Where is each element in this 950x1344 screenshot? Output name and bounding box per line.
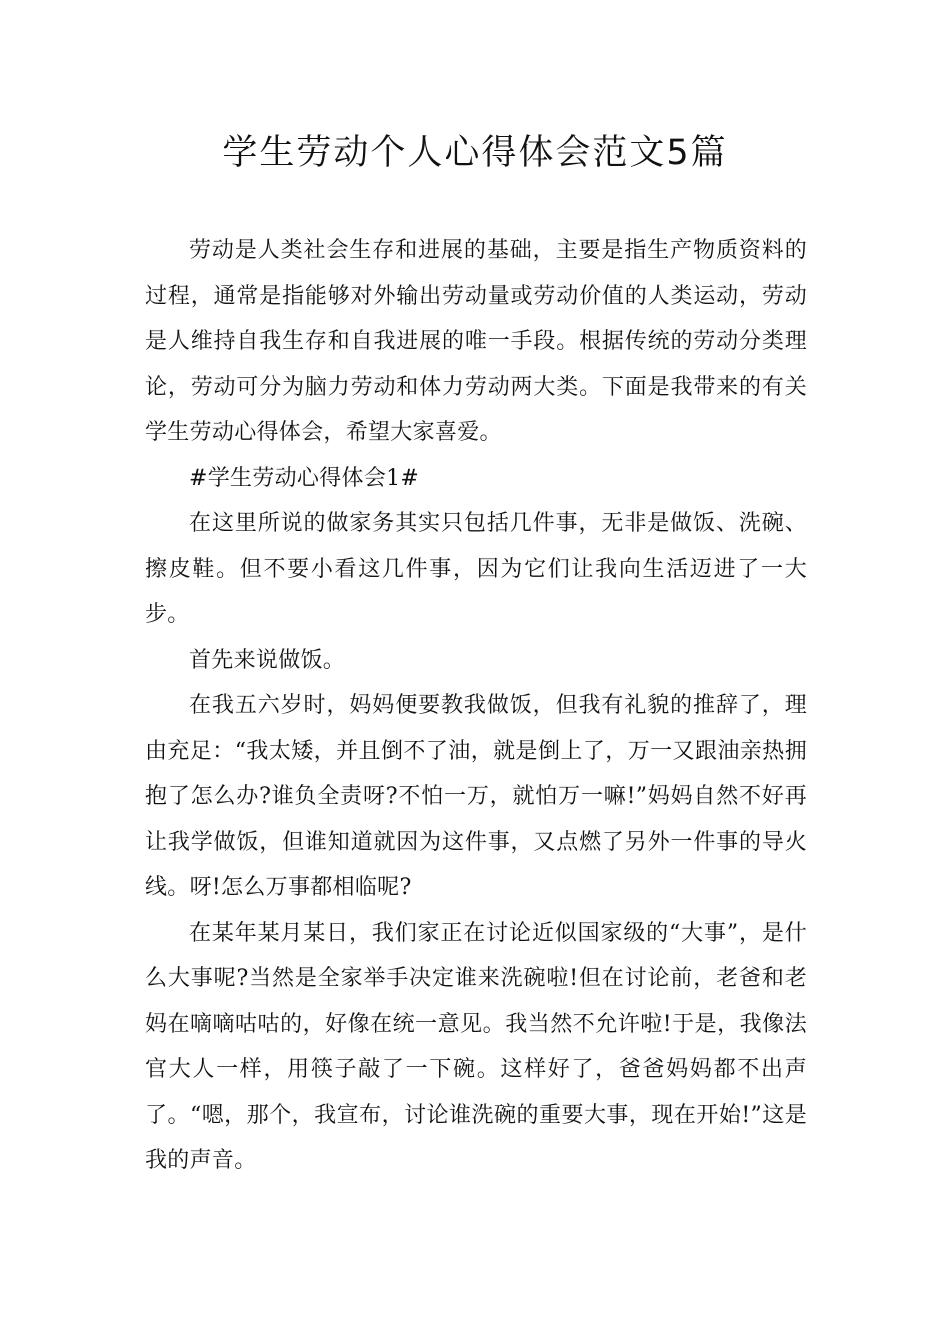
document-body — [145, 228, 807, 1184]
paragraph-cooking-story: 在我五六岁时，妈妈便要教我做饭，但我有礼貌的推辞了，理由充足：“我太矮，并且倒不了油，就是倒上了，万一又跟油亲热拥抱了怎么办?谁负全责呀?不怕一万，就怕万一嘛!”妈妈自然不好再让我学做饭，但谁知道就因为这件事，又点燃了另外一件事的导火线。呀!怎么万事都相临呢? — [145, 693, 807, 900]
paragraph-housework: 在这里所说的做家务其实只包括几件事，无非是做饭、洗碗、擦皮鞋。但不要小看这几件事，因为它们让我向生活迈进了一大步。 — [145, 511, 807, 627]
section-heading-1: #学生劳动心得体会1# — [189, 465, 420, 491]
document-title: 学生劳动个人心得体会范文5篇 — [222, 133, 728, 173]
paragraph-intro: 劳动是人类社会生存和进展的基础，主要是指生产物质资料的过程，通常是指能够对外输出劳动量或劳动价值的人类运动，劳动是人维持自我生存和自我进展的唯一手段。根据传统的劳动分类理论，劳动可分为脑力劳动和体力劳动两大类。下面是我带来的有关学生劳动心得体会，希望大家喜爱。 — [145, 238, 807, 445]
paragraph-dishwashing-story: 在某年某月某日，我们家正在讨论近似国家级的“大事”，是什么大事呢?当然是全家举手决定谁来洗碗啦!但在讨论前，老爸和老妈在嘀嘀咕咕的，好像在统一意见。我当然不允许啦!于是，我像法官大人一样，用筷子敲了一下碗。这样好了，爸爸妈妈都不出声了。“嗯，那个，我宣布，讨论谁洗碗的重要大事，现在开始!”这是我的声音。 — [145, 920, 807, 1173]
paragraph-cooking-intro: 首先来说做饭。 — [189, 647, 346, 673]
